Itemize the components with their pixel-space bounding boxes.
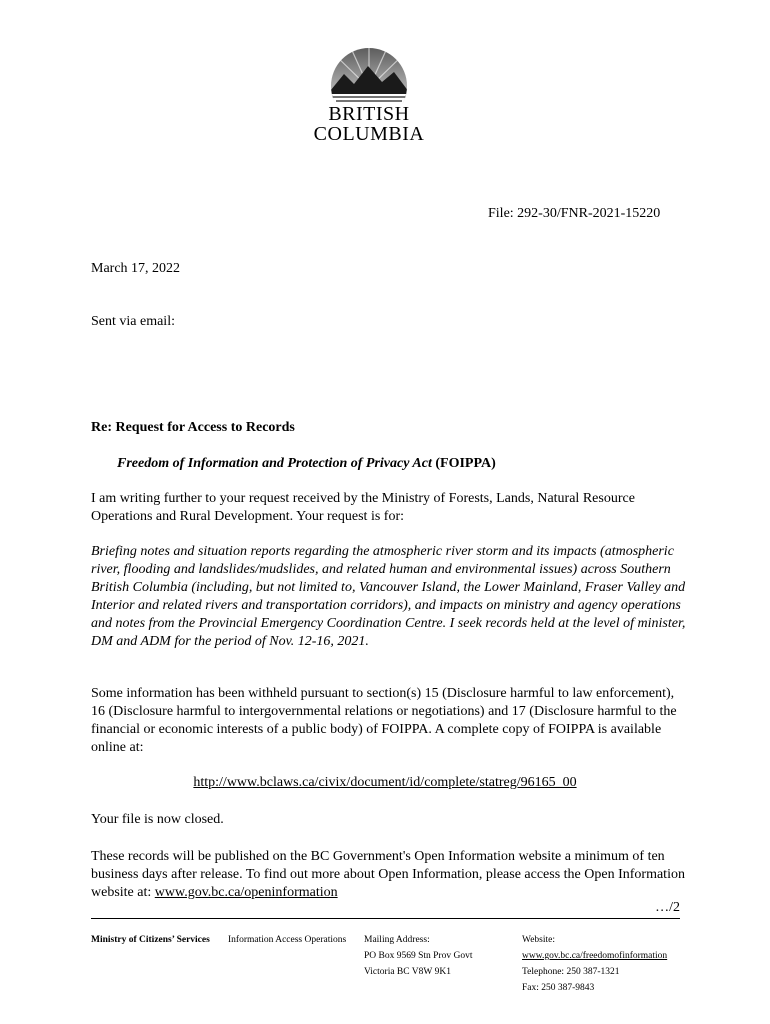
act-line [117,456,496,472]
act-title: Freedom of Information and Protection of Privacy Act [117,456,432,471]
mail-line-1: PO Box 9569 Stn Prov Govt [364,951,473,961]
request-text: Briefing notes and situation reports regarding the atmospheric river storm and its impacts (atmospheric river, flooding and landslides/mudslides, and related human and environmental issues) across Southern British Columbia (including, but not limited to, Vancouver Island, the Lower Mainland, Fraser Valley and Interior and related rivers and transportation corridors), and impacts on ministry and agency operations and notes from the Provincial Emergency Coordination Centre. I seek records held at the level of minister, DM and ADM for the period of Nov. 12-16, 2021. [91,544,686,649]
withheld-paragraph: Some information has been withheld pursuant to section(s) 15 (Disclosure harmful to law enforcement), 16 (Disclosure harmful to intergovernmental relations or negotiations) and 17 (Disclosure harmful to the financial or economic interests of a public body) of FOIPPA. A complete copy of FOIPPA is available online at: [91,686,677,755]
subject-line: Re: Request for Access to Records [91,420,295,435]
web-url-link[interactable]: www.gov.bc.ca/freedomofinformation [522,951,668,961]
open-info-text: These records will be published on the BC Government's Open Information website a minimum of ten business days after release. To find out more about Open Information, please access the Open Information website at: [91,849,685,900]
footer-operations: Information Access Operations [228,935,347,945]
letter-date: March 17, 2022 [91,261,181,276]
logo-line-columbia: COLUMBIA [313,123,425,145]
mail-line-2: Victoria BC V8W 9K1 [364,967,451,977]
bc-sun-mountains-icon [312,44,426,104]
footer-mailing-address [364,932,472,980]
foippa-link[interactable]: http://www.bclaws.ca/civix/document/id/complete/statreg/96165_00 [193,775,577,790]
footer-divider [91,918,680,919]
footer-ministry: Ministry of Citizens’ Services [91,935,210,945]
act-abbreviation: (FOIPPA) [431,456,496,471]
open-info-link[interactable]: www.gov.bc.ca/openinformation [154,885,338,900]
mail-label: Mailing Address: [364,935,430,945]
intro-paragraph: I am writing further to your request received by the Ministry of Forests, Lands, Natural Resource Operations and Rural Development. Your request is for: [91,491,635,524]
foippa-link-line [0,775,770,791]
web-label: Website: [522,935,556,945]
telephone: Telephone: 250 387-1321 [522,967,620,977]
open-info-paragraph [91,848,691,902]
sent-via-line: Sent via email: [91,314,175,329]
file-number: File: 292-30/FNR-2021-15220 [488,206,661,221]
page-continuation: …/2 [655,900,680,915]
file-closed-line: Your file is now closed. [91,812,224,827]
bc-logo [312,44,426,148]
logo-line-british: BRITISH [328,103,410,125]
fax: Fax: 250 387-9843 [522,983,595,993]
footer-contact [522,932,667,996]
